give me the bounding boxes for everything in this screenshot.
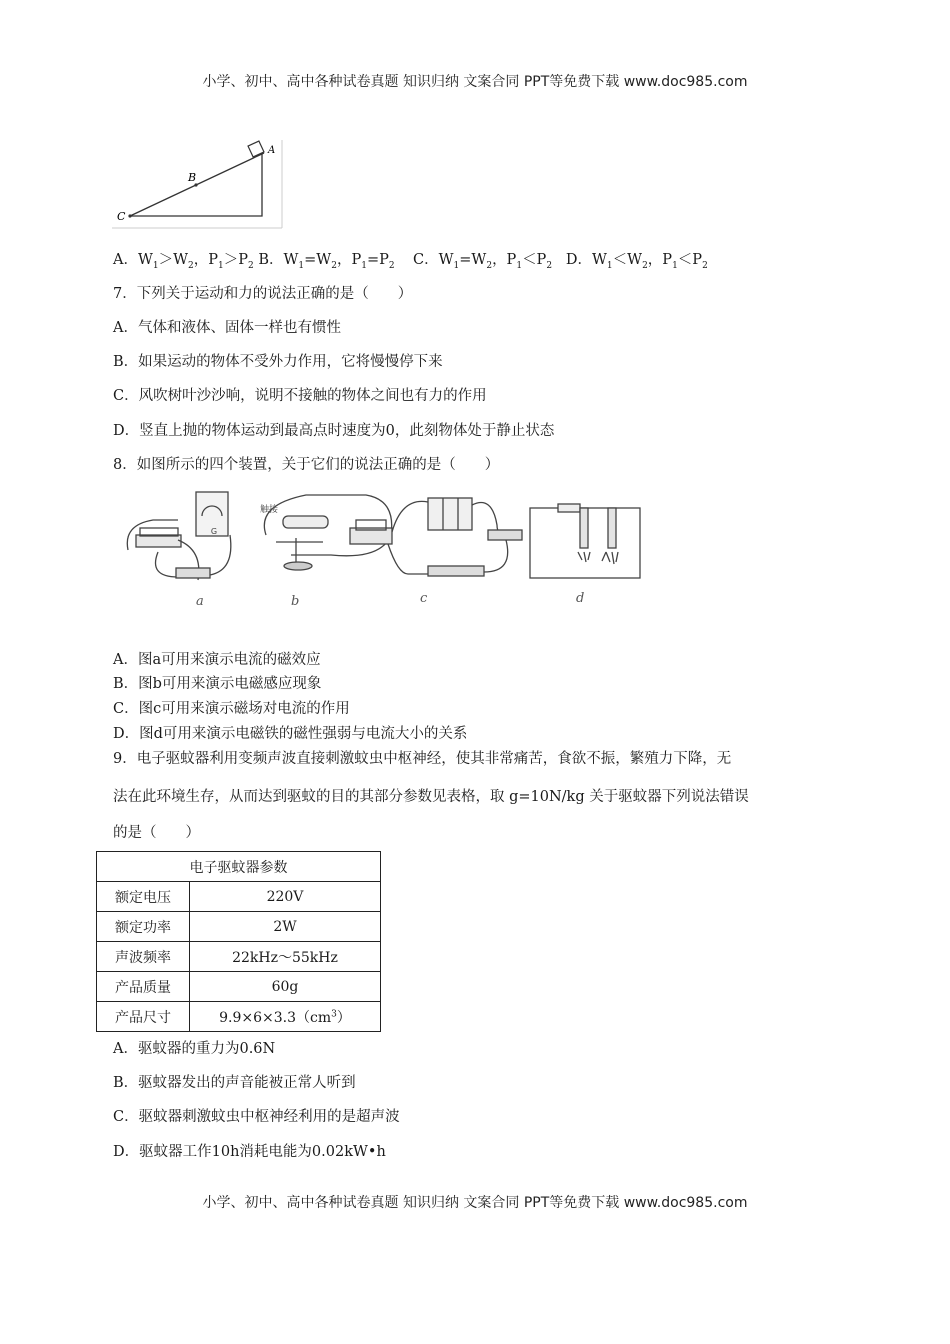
table-row <box>97 882 381 912</box>
q8-option-b[interactable]: B．图b可用来演示电磁感应现象 <box>113 676 322 692</box>
q7-option-a[interactable]: A．气体和液体、固体一样也有惯性 <box>113 320 341 336</box>
page-header: 小学、初中、高中各种试卷真题 知识归纳 文案合同 PPT等免费下载 www.doc985.com <box>202 74 748 90</box>
params-table <box>96 851 381 1032</box>
param-value: $9.9\times 6\times 3.3(cm^3)$ <box>190 1002 381 1032</box>
table-title: 电子驱蚊器参数 <box>97 852 381 882</box>
figure-a <box>127 492 231 580</box>
fig-label-a: a <box>196 594 204 609</box>
figure-d <box>530 504 640 578</box>
param-value: 2W <box>190 912 381 942</box>
meter-label: G <box>210 527 218 536</box>
q8-stem: 8．如图所示的四个装置，关于它们的说法正确的是（ ） <box>113 457 500 473</box>
param-value: 220V <box>190 882 381 912</box>
coil-b <box>283 516 328 528</box>
q6-option-c[interactable]: C．$W_1=W_2$，$P_1<P_2$ <box>413 252 553 271</box>
fig-label-b: b <box>291 594 300 609</box>
switch-c <box>488 530 522 540</box>
q7-option-d[interactable]: D．竖直上抛的物体运动到最高点时速度为0，此刻物体处于静止状态 <box>113 423 555 439</box>
switch-a <box>176 568 210 578</box>
label-c: C <box>117 210 126 223</box>
fig-b-text: 触接 <box>260 505 279 515</box>
q9-stem-line1: 9．电子驱蚊器利用变频声波直接刺激蚊虫中枢神经，使其非常痛苦，食欲不振，繁殖力下降，无 <box>113 751 732 767</box>
electromagnet-1 <box>580 508 588 548</box>
q8-option-a[interactable]: A．图a可用来演示电流的磁效应 <box>113 652 321 668</box>
table-row <box>97 972 381 1002</box>
param-key: 声波频率 <box>97 942 190 972</box>
param-key: 额定功率 <box>97 912 190 942</box>
q7-option-b[interactable]: B．如果运动的物体不受外力作用，它将慢慢停下来 <box>113 354 443 370</box>
battery <box>428 498 472 530</box>
q8-option-d[interactable]: D．图d可用来演示电磁铁的磁性强弱与电流大小的关系 <box>113 726 468 742</box>
q7-option-c[interactable]: C．风吹树叶沙沙响，说明不接触的物体之间也有力的作用 <box>113 388 487 404</box>
q9-option-d[interactable]: D．驱蚊器工作10h消耗电能为0.02kW•h <box>113 1144 386 1160</box>
table-row <box>97 942 381 972</box>
label-b: B <box>188 171 197 184</box>
resistor-d <box>558 504 580 512</box>
figure-c <box>350 498 522 576</box>
fig-label-d: d <box>576 591 585 606</box>
param-key: 产品质量 <box>97 972 190 1002</box>
param-key: 产品尺寸 <box>97 1002 190 1032</box>
q9-stem-line3: 的是（ ） <box>113 825 200 841</box>
table-row <box>97 1002 381 1032</box>
table-row <box>97 912 381 942</box>
fig-label-c: c <box>420 591 428 606</box>
q9-stem-line2: 法在此环境生存，从而达到驱蚊的目的其部分参数见表格，取 g=10N/kg 关于驱蚊器下列说法错误 <box>113 789 749 805</box>
rheostat <box>428 566 484 576</box>
param-value: 22kHz～55kHz <box>190 942 381 972</box>
electromagnet-2 <box>608 508 616 548</box>
param-value: 60g <box>190 972 381 1002</box>
label-a: A <box>268 145 276 156</box>
q9-option-b[interactable]: B．驱蚊器发出的声音能被正常人听到 <box>113 1075 356 1091</box>
q8-option-c[interactable]: C．图c可用来演示磁场对电流的作用 <box>113 701 350 717</box>
q6-option-a[interactable]: A．$W_1>W_2$，$P_1>P_2$ <box>113 252 254 271</box>
table-title-row <box>97 852 381 882</box>
q9-option-c[interactable]: C．驱蚊器刺激蚊虫中枢神经利用的是超声波 <box>113 1109 400 1125</box>
q9-option-a[interactable]: A．驱蚊器的重力为0.6N <box>113 1041 276 1057</box>
q6-options <box>113 248 708 271</box>
param-key: 额定电压 <box>97 882 190 912</box>
q7-stem: 7．下列关于运动和力的说法正确的是（ ） <box>113 286 413 302</box>
page-footer: 小学、初中、高中各种试卷真题 知识归纳 文案合同 PPT等免费下载 www.doc985.com <box>202 1195 748 1211</box>
q6-option-d[interactable]: D．$W_1<W_2$，$P_1<P_2$ <box>565 252 708 271</box>
incline-figure <box>112 140 284 230</box>
point-c <box>128 214 131 217</box>
apparatus-figure <box>118 480 648 615</box>
q6-option-b[interactable]: B．$W_1=W_2$，$P_1=P_2$ <box>258 252 395 271</box>
